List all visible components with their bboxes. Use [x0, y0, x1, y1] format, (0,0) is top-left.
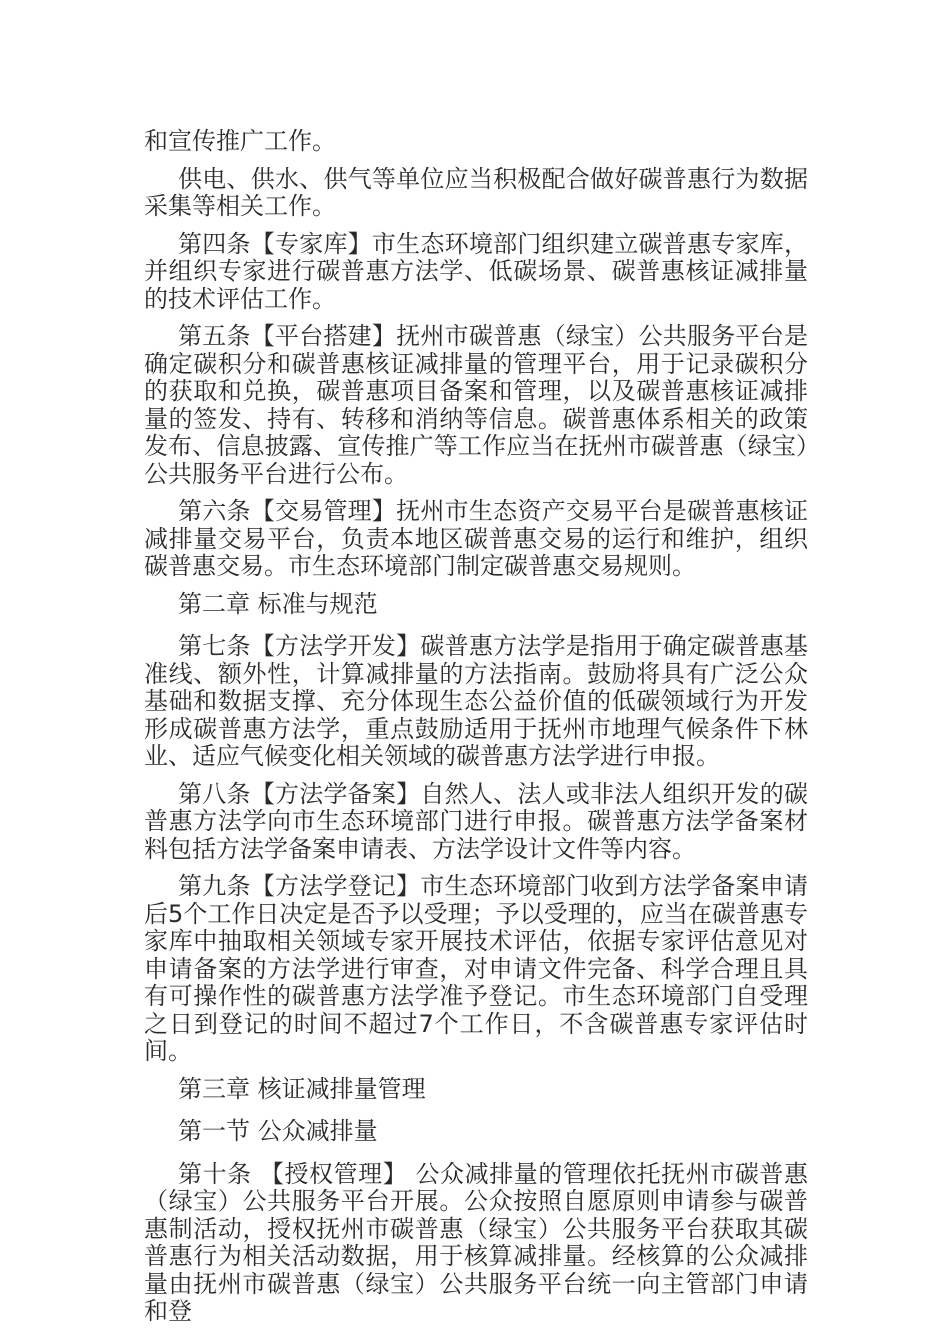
- chapter-3-heading: 第三章 核证减排量管理: [178, 1074, 426, 1103]
- article-4-expert-pool: 第四条【专家库】市生态环境部门组织建立碳普惠专家库，并组织专家进行碳普惠方法学、低碳场景、碳普惠核证减排量的技术评估工作。: [144, 229, 808, 313]
- article-10-authorization: 第十条 【授权管理】 公众减排量的管理依托抚州市碳普惠（绿宝）公共服务平台开展。公众按照自愿原则申请参与碳普惠制活动，授权抚州市碳普惠（绿宝）公共服务平台获取其碳普惠行为相关活动数据，用于核算减排量。经核算的公众减排量由抚州市碳普惠（绿宝）公共服务平台统一向主管部门申请和登: [144, 1159, 808, 1325]
- section-1-heading: 第一节 公众减排量: [178, 1117, 378, 1145]
- article-8-methodology-filing: 第八条【方法学备案】自然人、法人或非法人组织开发的碳普惠方法学向市生态环境部门进行申报。碳普惠方法学备案材料包括方法学备案申请表、方法学设计文件等内容。: [144, 779, 808, 863]
- document-body: [144, 128, 808, 1336]
- chapter-2-heading: 第二章 标准与规范: [178, 589, 378, 618]
- article-7-methodology-development: 第七条【方法学开发】碳普惠方法学是指用于确定碳普惠基准线、额外性，计算减排量的方法指南。鼓励将具有广泛公众基础和数据支撑、充分体现生态公益价值的低碳领域行为开发形成碳普惠方法学，重点鼓励适用于抚州市地理气候条件下林业、适应气候变化相关领域的碳普惠方法学进行申报。: [144, 632, 808, 770]
- article-5-platform: 第五条【平台搭建】抚州市碳普惠（绿宝）公共服务平台是确定碳积分和碳普惠核证减排量的管理平台，用于记录碳积分的获取和兑换，碳普惠项目备案和管理，以及碳普惠核证减排量的签发、持有、转移和消纳等信息。碳普惠体系相关的政策发布、信息披露、宣传推广等工作应当在抚州市碳普惠（绿宝）公共服务平台进行公布。: [144, 322, 808, 488]
- paragraph-continuation: 和宣传推广工作。: [144, 127, 336, 155]
- article-9-methodology-registration: 第九条【方法学登记】市生态环境部门收到方法学备案申请后5个工作日决定是否予以受理；予以受理的，应当在碳普惠专家库中抽取相关领域专家开展技术评估，依据专家评估意见对申请备案的方法学进行审查，对申请文件完备、科学合理且具有可操作性的碳普惠方法学准予登记。市生态环境部门自受理之日到登记的时间不超过7个工作日，不含碳普惠专家评估时间。: [144, 872, 808, 1065]
- paragraph-utilities: 供电、供水、供气等单位应当积极配合做好碳普惠行为数据采集等相关工作。: [144, 164, 808, 220]
- article-6-trading: 第六条【交易管理】抚州市生态资产交易平台是碳普惠核证减排量交易平台，负责本地区碳普惠交易的运行和维护，组织碳普惠交易。市生态环境部门制定碳普惠交易规则。: [144, 497, 808, 580]
